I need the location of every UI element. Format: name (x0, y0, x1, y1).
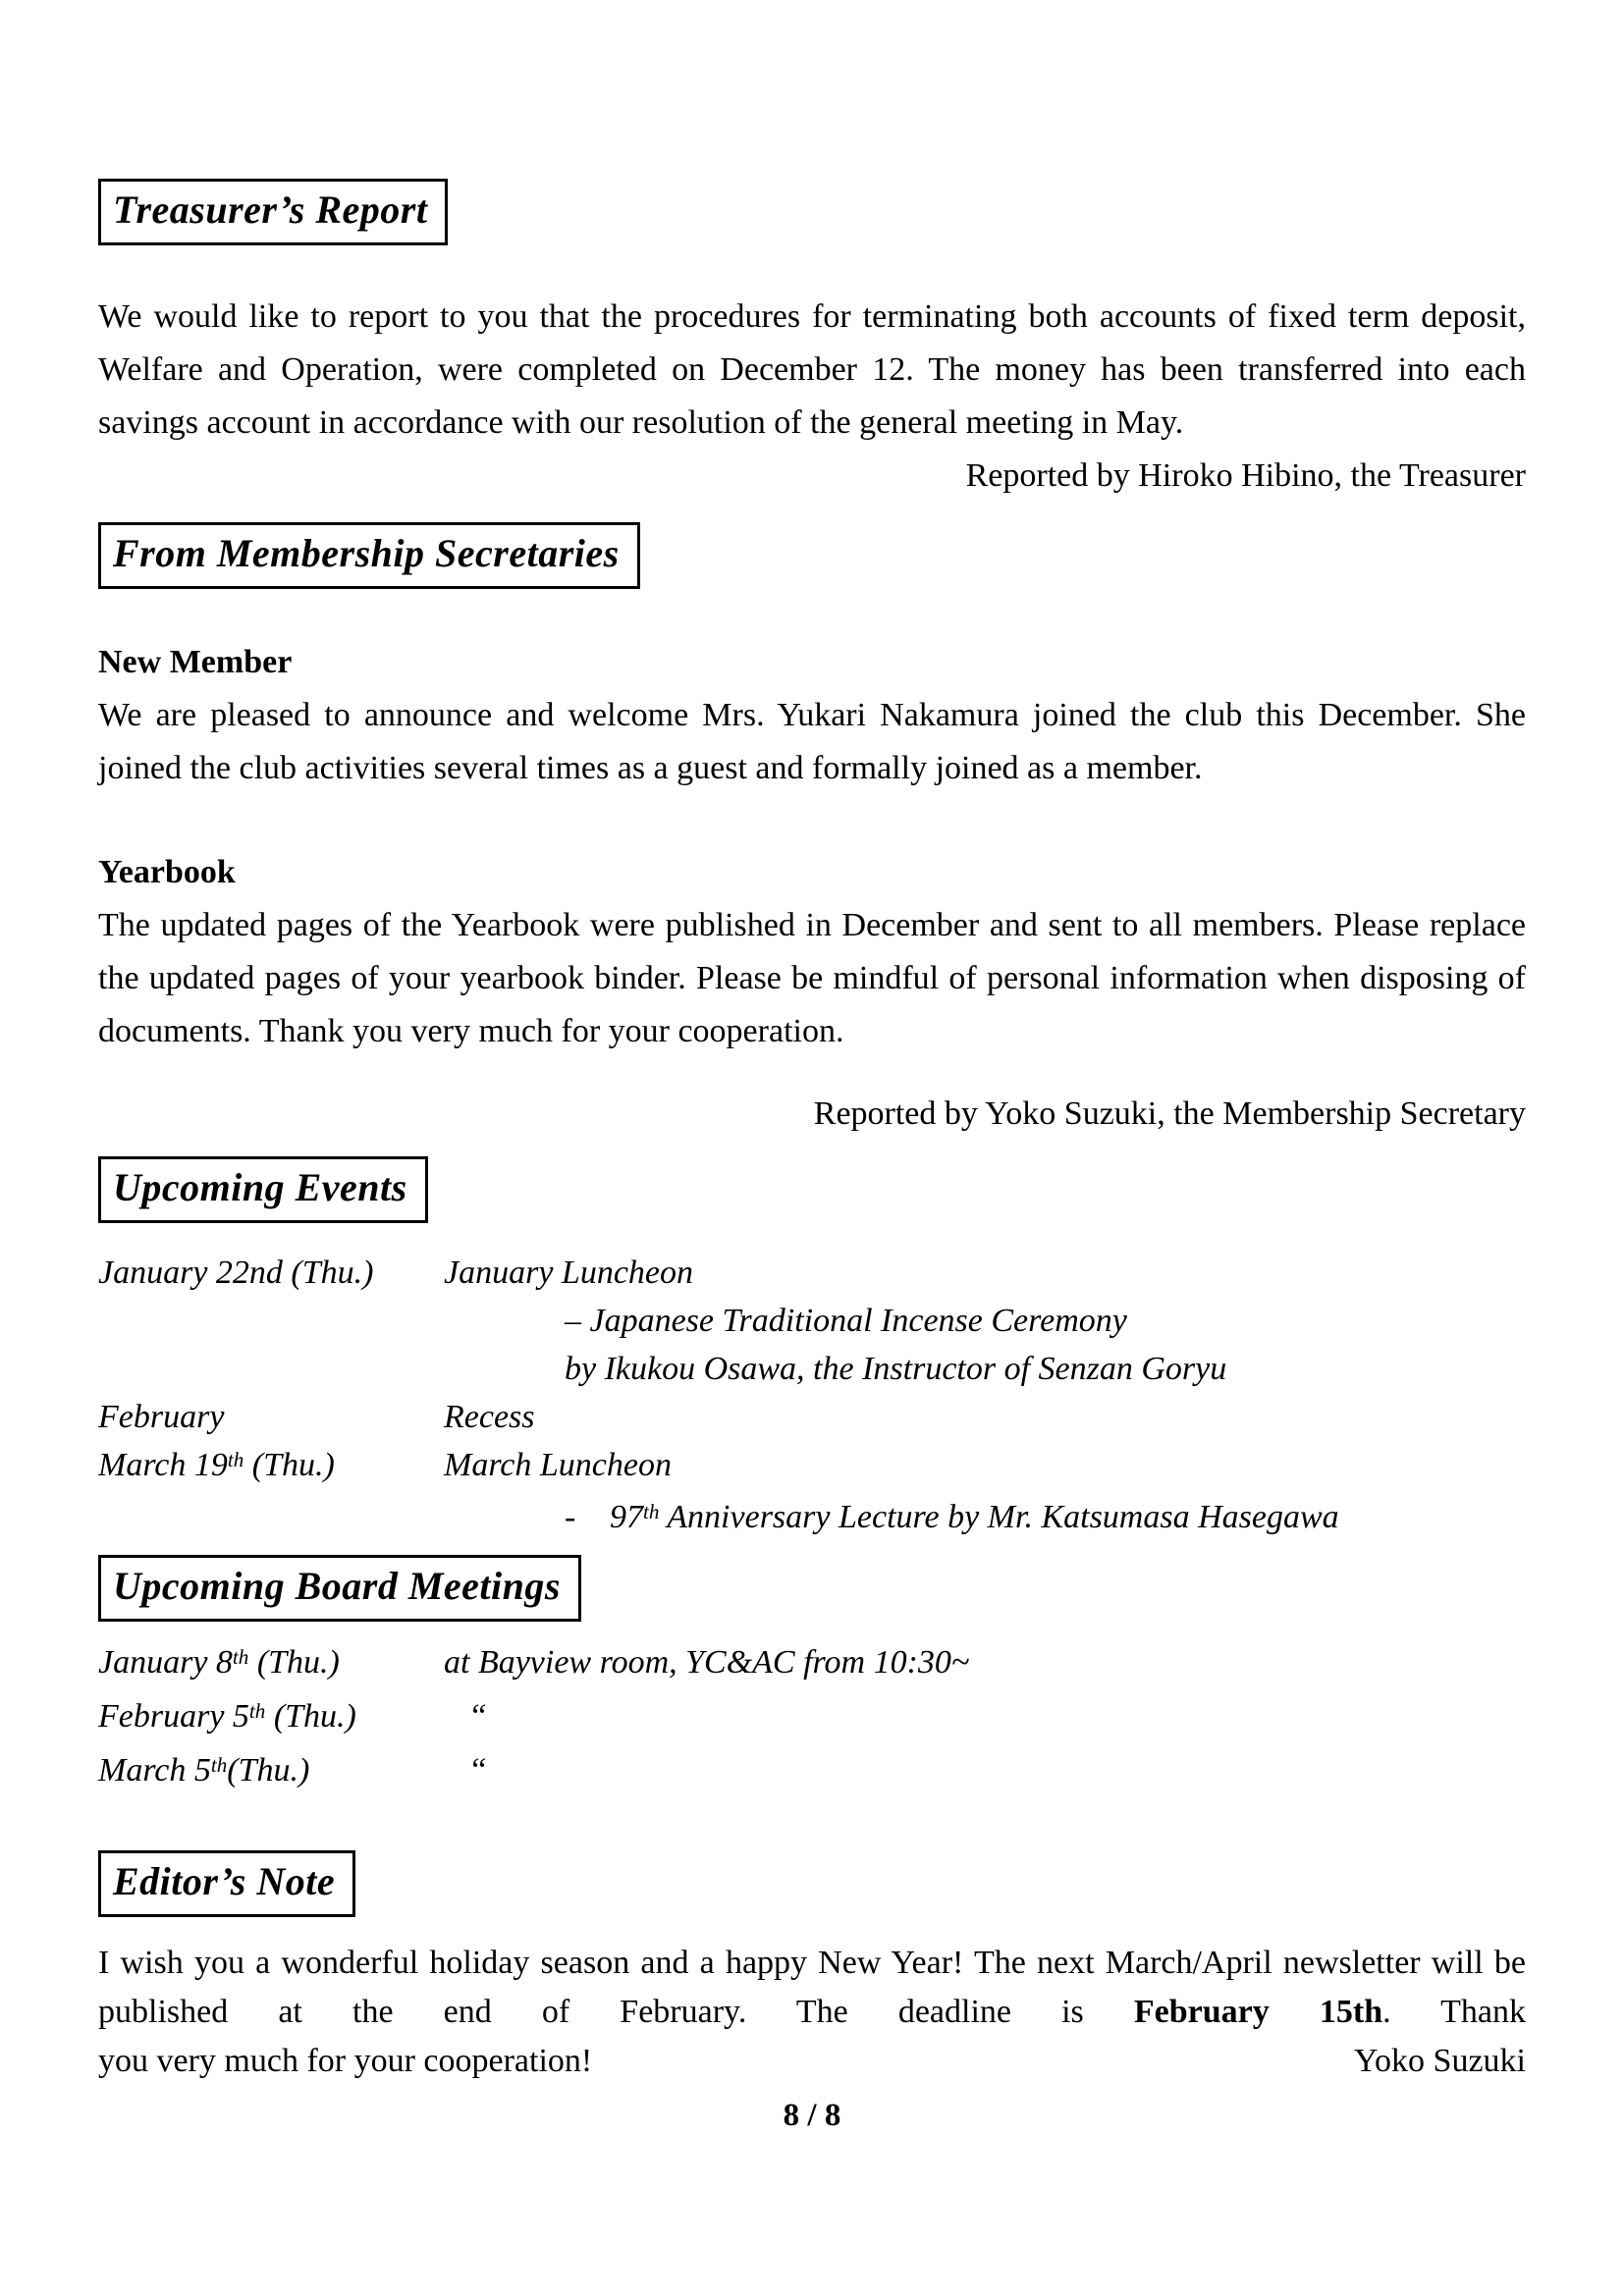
event-detail-text: Anniversary Lecture by Mr. Katsumasa Hasegawa (659, 1499, 1339, 1535)
event-date: January 22nd (Thu.) (98, 1255, 374, 1291)
anniversary-number: 97 (610, 1499, 643, 1535)
board-meeting-row (98, 1691, 1526, 1745)
board-meetings-list (98, 1637, 1526, 1799)
membership-secretaries-heading: From Membership Secretaries (98, 522, 640, 589)
treasurers-report-heading: Treasurer’s Report (98, 179, 448, 245)
date-superscript: th (227, 1447, 244, 1471)
upcoming-events-list (98, 1249, 1526, 1545)
new-member-subheading: New Member (98, 644, 293, 680)
date-superscript: th (248, 1698, 266, 1723)
board-meetings-heading: Upcoming Board Meetings (98, 1555, 581, 1622)
meeting-date-rest: (Thu.) (227, 1752, 310, 1789)
event-date: February (98, 1399, 225, 1435)
meeting-date (98, 1745, 444, 1799)
date-superscript: th (643, 1499, 660, 1523)
deadline-bold-text: February 15th (1133, 1994, 1383, 2030)
meeting-date-main: February 5 (98, 1698, 249, 1735)
new-member-body: We are pleased to announce and welcome Mrs. Yukari Nakamura joined the club this December. She joined the club activities several times as a guest and formally joined as a member. (98, 697, 1526, 786)
event-title: March Luncheon (444, 1447, 672, 1483)
date-superscript: th (232, 1644, 249, 1669)
list-dash: - (565, 1499, 576, 1535)
event-date (98, 1441, 444, 1493)
meeting-date-main: March 5 (98, 1752, 211, 1789)
yearbook-subheading: Yearbook (98, 854, 236, 890)
board-meeting-row (98, 1745, 1526, 1799)
event-title: Recess (444, 1399, 535, 1435)
page-number: 8 / 8 (783, 2098, 841, 2133)
board-meeting-row (98, 1637, 1526, 1691)
meeting-location: at Bayview room, YC&AC from 10:30~ (444, 1644, 970, 1681)
editors-note-body (98, 1939, 1526, 2037)
event-date-main: March 19 (98, 1447, 228, 1483)
meeting-date (98, 1637, 444, 1691)
editors-note-heading: Editor’s Note (98, 1850, 355, 1917)
editors-note-closing: you very much for your cooperation! (98, 2043, 593, 2079)
yearbook-body: The updated pages of the Yearbook were published in December and sent to all members. Please replace the updated pages of your yearbook binder. Please be mindful of personal information when disposing of documents. Thank you very much for your cooperation. (98, 907, 1526, 1049)
editors-note-text: . Thank (1382, 1994, 1526, 2030)
event-detail-row (98, 1297, 1526, 1345)
event-detail: by Ikukou Osawa, the Instructor of Senzan Goryu (565, 1351, 1227, 1387)
event-row (98, 1249, 1526, 1297)
event-detail-row (98, 1493, 1526, 1545)
ditto-mark: “ (468, 1752, 487, 1789)
event-detail-row (98, 1345, 1526, 1393)
event-title: January Luncheon (444, 1255, 694, 1291)
event-row (98, 1441, 1526, 1493)
meeting-date-rest: (Thu.) (248, 1644, 340, 1681)
meeting-date-main: January 8 (98, 1644, 233, 1681)
meeting-date-rest: (Thu.) (265, 1698, 356, 1735)
event-row (98, 1393, 1526, 1441)
treasurers-report-body: We would like to report to you that the procedures for terminating both accounts of fixed term deposit, Welfare and Operation, were completed on December 12. The money has been transferred into each savings account in accordance with our resolution of the general meeting in May. (98, 298, 1526, 441)
event-detail: – Japanese Traditional Incense Ceremony (565, 1303, 1127, 1339)
editors-note-text: I wish you a wonderful holiday season and a happy New Year! The next March/April newsletter will be published at the end of February. The deadline is (98, 1945, 1526, 2030)
membership-reported-by: Reported by Yoko Suzuki, the Membership Secretary (813, 1095, 1526, 1132)
date-superscript: th (210, 1752, 228, 1777)
editor-signature: Yoko Suzuki (1353, 2043, 1526, 2079)
editors-note-last-line (98, 2037, 1526, 2086)
treasurer-reported-by: Reported by Hiroko Hibino, the Treasurer (965, 457, 1526, 494)
upcoming-events-heading: Upcoming Events (98, 1156, 428, 1223)
event-date-rest: (Thu.) (244, 1447, 335, 1483)
meeting-date (98, 1691, 444, 1745)
ditto-mark: “ (468, 1698, 487, 1735)
event-detail (98, 1493, 1339, 1545)
